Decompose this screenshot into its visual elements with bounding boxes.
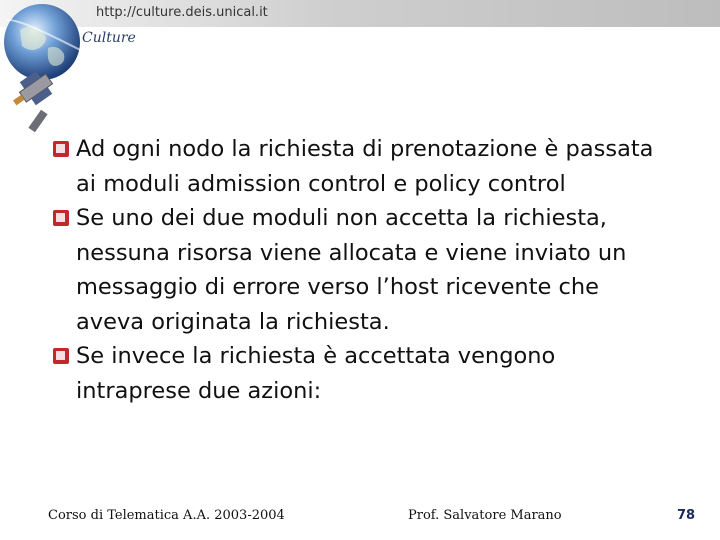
page-number: 78	[677, 508, 696, 523]
logo-text: Culture	[82, 30, 136, 46]
globe-satellite-logo-icon	[0, 0, 150, 140]
bullet-text: Ad ogni nodo la richiesta di prenotazione è passata ai moduli admission control e policy control	[76, 136, 654, 197]
site-url: http://culture.deis.unical.it	[96, 5, 268, 20]
checkbox-bullet-icon	[52, 347, 70, 365]
bullet-text: Se invece la richiesta è accettata vengono intraprese due azioni:	[76, 343, 556, 404]
checkbox-bullet-icon	[52, 209, 70, 227]
bullet-text: Se uno dei due moduli non accetta la richiesta, nessuna risorsa viene allocata e viene inviato un messaggio di errore verso l’host ricevente che aveva originata la richiesta.	[76, 205, 627, 335]
footer-course: Corso di Telematica A.A. 2003-2004	[48, 508, 285, 523]
bullet-item	[52, 132, 662, 201]
bullet-list	[52, 132, 662, 408]
checkbox-bullet-icon	[52, 140, 70, 158]
bullet-item	[52, 201, 662, 339]
bullet-item	[52, 339, 662, 408]
footer-author: Prof. Salvatore Marano	[408, 508, 562, 523]
